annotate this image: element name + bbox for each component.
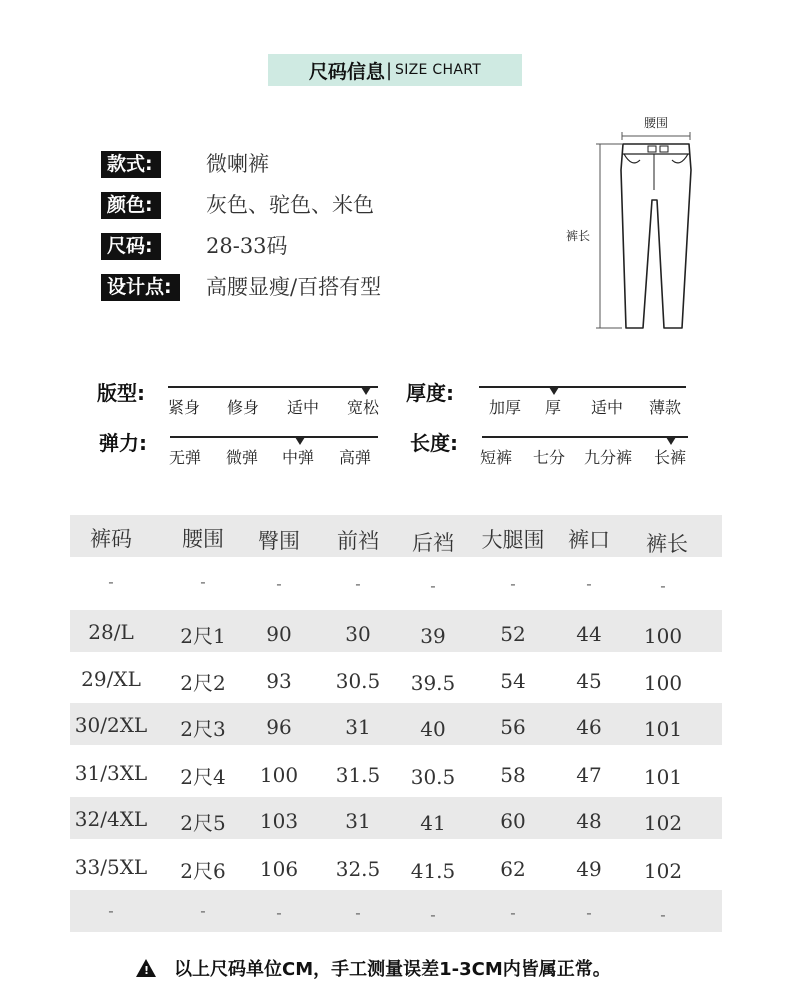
table-row: [70, 562, 722, 604]
color-label: 颜色:: [101, 192, 161, 219]
table-row: [70, 845, 722, 887]
table-cell: 62: [500, 857, 526, 881]
warning-glyph: !: [144, 964, 150, 977]
table-cell: 44: [576, 622, 602, 646]
table-cell: 40: [420, 717, 446, 741]
table-cell: 48: [576, 809, 602, 833]
table-row: [70, 751, 722, 793]
table-header-cell: 裤长: [646, 532, 688, 556]
stretch-option: 中弹: [282, 448, 315, 467]
table-cell: 100: [259, 763, 299, 787]
table-cell: 2尺4: [180, 765, 226, 789]
table-cell: 52: [500, 622, 526, 646]
table-cell: 93: [266, 669, 292, 693]
table-row: [70, 890, 722, 932]
table-header-row: [70, 515, 722, 557]
table-cell: 39: [420, 624, 446, 648]
table-cell: 31/3XL: [74, 761, 148, 785]
stretch-option: 微弹: [226, 448, 259, 467]
table-cell: 103: [259, 809, 299, 833]
size-value: 28-33码: [206, 234, 288, 258]
measurement-note: [136, 955, 611, 981]
table-cell: 101: [643, 717, 683, 741]
header-separator: |: [385, 59, 393, 81]
table-cell: -: [200, 901, 206, 920]
table-cell: 106: [259, 857, 299, 881]
table-cell: 90: [266, 622, 292, 646]
color-value: 灰色、驼色、米色: [206, 193, 374, 217]
thickness-option: 适中: [591, 398, 624, 417]
table-cell: 102: [643, 811, 683, 835]
table-cell: -: [660, 905, 666, 924]
stretch-marker-icon: [295, 437, 305, 445]
table-header-cell: 臀围: [258, 529, 300, 553]
thickness-title: 厚度:: [406, 381, 454, 405]
fit-option: 适中: [287, 398, 320, 417]
table-cell: 28/L: [88, 620, 134, 644]
table-cell: -: [586, 903, 592, 922]
length-option: 七分: [533, 448, 566, 467]
pants-illustration: [560, 110, 710, 335]
fit-marker-icon: [361, 387, 371, 395]
table-cell: 54: [500, 669, 526, 693]
table-cell: -: [586, 574, 592, 593]
table-cell: 100: [643, 624, 683, 648]
table-cell: 31: [345, 809, 371, 833]
fit-option: 紧身: [168, 398, 201, 417]
table-header-cell: 裤码: [90, 527, 132, 551]
header-title-cn: 尺码信息: [308, 60, 385, 83]
pants-diagram: [560, 110, 710, 339]
table-cell: 96: [266, 715, 292, 739]
table-cell: -: [355, 574, 361, 593]
table-cell: -: [108, 572, 114, 591]
table-cell: 29/XL: [81, 667, 141, 691]
length-marker-icon: [666, 437, 676, 445]
table-cell: 58: [500, 763, 526, 787]
table-cell: 2尺2: [180, 671, 226, 695]
table-row: [70, 657, 722, 699]
waist-label: 腰围: [643, 116, 669, 130]
table-header-cell: 裤口: [568, 528, 610, 552]
table-cell: 30.5: [335, 669, 381, 693]
table-cell: -: [430, 576, 436, 595]
table-cell: 101: [643, 765, 683, 789]
table-header-cell: 腰围: [182, 527, 224, 551]
length-title: 长度:: [410, 431, 458, 455]
table-cell: 39.5: [410, 671, 456, 695]
thickness-marker-icon: [549, 387, 559, 395]
thickness-option: 厚: [545, 398, 562, 417]
table-header-cell: 前裆: [337, 529, 379, 553]
table-cell: 46: [576, 715, 602, 739]
note-text: 以上尺码单位CM，手工测量误差1-3CM内皆属正常。: [174, 959, 611, 980]
table-cell: -: [660, 576, 666, 595]
header-title-en: SIZE CHART: [395, 62, 482, 78]
table-cell: -: [200, 572, 206, 591]
stretch-option: 无弹: [169, 448, 202, 467]
table-cell: 2尺1: [180, 624, 226, 648]
design-value: 高腰显瘦/百搭有型: [206, 275, 382, 299]
table-cell: 31.5: [335, 763, 381, 787]
stretch-scale-line: [170, 436, 378, 438]
length-option: 九分裤: [584, 448, 633, 467]
table-cell: 32/4XL: [74, 807, 148, 831]
fit-scale-line: [168, 386, 378, 388]
table-cell: 2尺3: [180, 717, 226, 741]
table-cell: 2尺5: [180, 811, 226, 835]
table-cell: 32.5: [335, 857, 381, 881]
table-cell: 100: [643, 671, 683, 695]
thickness-option: 薄款: [649, 398, 682, 417]
thickness-scale-line: [479, 386, 686, 388]
style-label: 款式:: [101, 151, 161, 178]
table-cell: -: [355, 903, 361, 922]
table-cell: 45: [576, 669, 602, 693]
table-cell: 33/5XL: [74, 855, 148, 879]
table-cell: 30: [345, 622, 371, 646]
table-cell: 49: [576, 857, 602, 881]
length-scale-line: [482, 436, 688, 438]
table-cell: -: [276, 574, 282, 593]
table-cell: 56: [500, 715, 526, 739]
table-row: [70, 610, 722, 652]
table-cell: 47: [576, 763, 602, 787]
table-row: [70, 797, 722, 839]
length-option: 短裤: [480, 448, 513, 467]
thickness-option: 加厚: [489, 398, 522, 417]
table-cell: 60: [500, 809, 526, 833]
stretch-title: 弹力:: [99, 431, 147, 455]
table-row: [70, 703, 722, 745]
length-option: 长裤: [654, 448, 687, 467]
stretch-option: 高弹: [339, 448, 372, 467]
design-label: 设计点:: [101, 274, 180, 301]
size-chart-header: [268, 54, 522, 86]
style-value: 微喇裤: [206, 152, 269, 176]
table-cell: -: [276, 903, 282, 922]
fit-option: 宽松: [347, 398, 380, 417]
length-label: 裤长: [565, 229, 591, 243]
size-label: 尺码:: [101, 233, 161, 260]
table-cell: 41.5: [410, 859, 456, 883]
fit-title: 版型:: [97, 381, 145, 405]
table-header-cell: 后裆: [412, 531, 454, 555]
table-cell: 41: [420, 811, 446, 835]
table-cell: 30.5: [410, 765, 456, 789]
table-header-cell: 大腿围: [481, 528, 545, 552]
fit-option: 修身: [227, 398, 260, 417]
table-cell: -: [430, 905, 436, 924]
table-cell: 30/2XL: [74, 713, 148, 737]
table-cell: 2尺6: [180, 859, 226, 883]
table-cell: 31: [345, 715, 371, 739]
warning-icon: [136, 959, 156, 977]
table-cell: -: [108, 901, 114, 920]
table-cell: -: [510, 574, 516, 593]
table-cell: 102: [643, 859, 683, 883]
table-cell: -: [510, 903, 516, 922]
